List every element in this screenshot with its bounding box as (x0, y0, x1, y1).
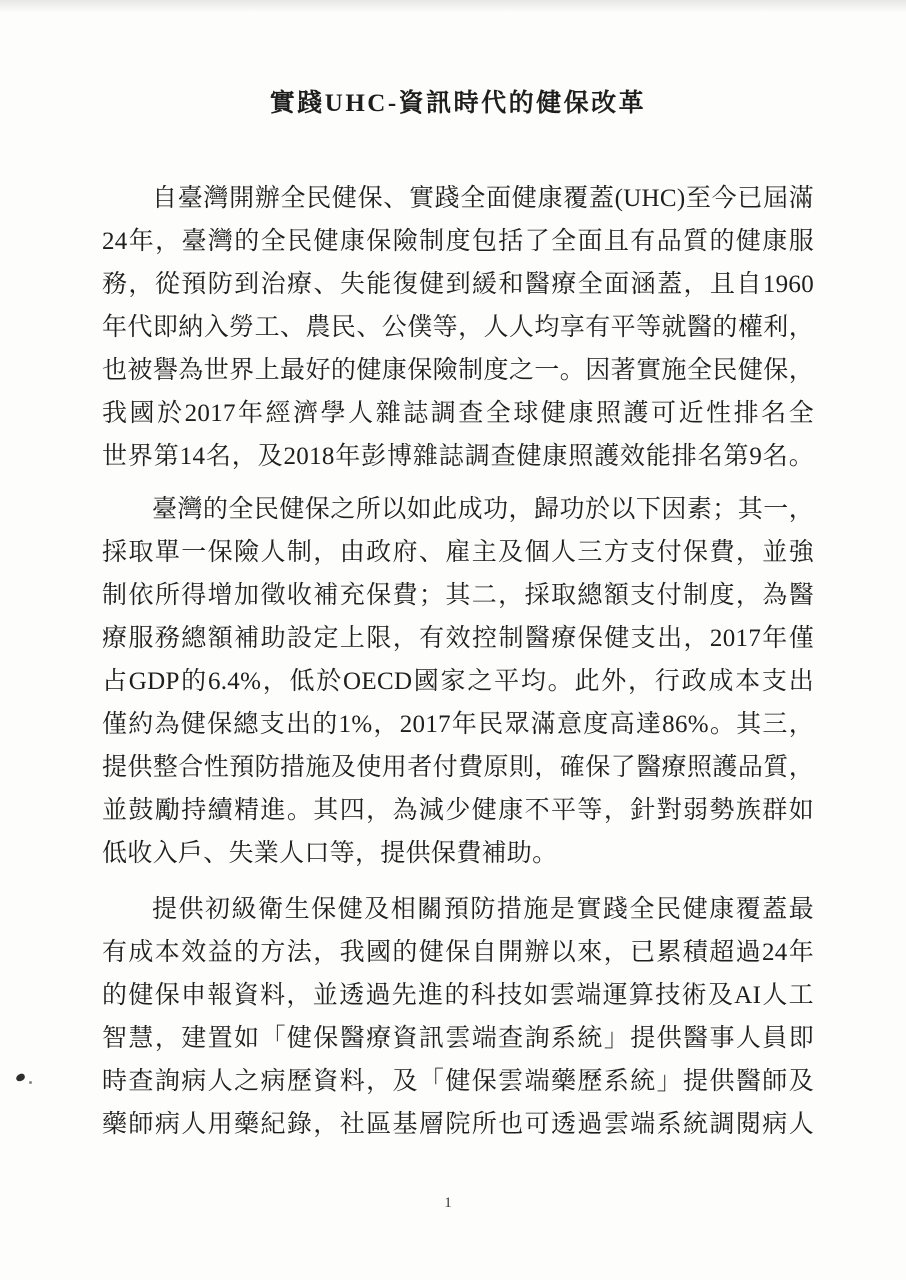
page-content (102, 0, 814, 1146)
text-line: 提供初級衛生保健及相關預防措施是實踐全民健康覆蓋最 (152, 896, 814, 923)
text-line: 占GDP的6.4%，低於OECD國家之平均。此外，行政成本支出 (102, 668, 814, 695)
ink-speck-dot-artifact (29, 1081, 32, 1084)
text-line: 療服務總額補助設定上限，有效控制醫療保健支出，2017年僅 (102, 625, 814, 652)
text-line: 24年，臺灣的全民健康保險制度包括了全面且有品質的健康服 (102, 228, 814, 255)
paragraph (102, 177, 814, 478)
paragraph (102, 888, 814, 1146)
text-line: 的健保申報資料，並透過先進的科技如雲端運算技術及AI人工 (102, 982, 814, 1009)
text-line: 也被譽為世界上最好的健康保險制度之一。因著實施全民健保， (102, 357, 814, 384)
text-line: 務，從預防到治療、失能復健到緩和醫療全面涵蓋，且自1960 (102, 271, 814, 298)
text-line: 年代即納入勞工、農民、公僕等，人人均享有平等就醫的權利， (102, 314, 814, 341)
document-title: 實踐UHC-資訊時代的健保改革 (269, 90, 647, 117)
paragraph (102, 488, 814, 875)
text-line: 智慧，建置如「健保醫療資訊雲端查詢系統」提供醫事人員即 (102, 1025, 814, 1052)
text-line: 時查詢病人之病歷資料，及「健保雲端藥歷系統」提供醫師及 (102, 1068, 814, 1095)
text-line: 世界第14名，及2018年彭博雜誌調查健康照護效能排名第9名。 (102, 443, 814, 470)
text-line: 制依所得增加徵收補充保費；其二，採取總額支付制度，為醫 (102, 582, 814, 609)
text-line: 藥師病人用藥紀錄，社區基層院所也可透過雲端系統調閱病人 (102, 1111, 814, 1138)
text-line: 有成本效益的方法，我國的健保自開辦以來，已累積超過24年 (102, 939, 814, 966)
text-line: 臺灣的全民健保之所以如此成功，歸功於以下因素；其一， (152, 496, 814, 523)
page-number: 1 (444, 1195, 452, 1211)
ink-speck-artifact (15, 1073, 26, 1082)
text-line: 低收入戶、失業人口等，提供保費補助。 (102, 840, 558, 867)
text-line: 並鼓勵持續精進。其四，為減少健康不平等，針對弱勢族群如 (102, 797, 814, 824)
text-line: 我國於2017年經濟學人雜誌調查全球健康照護可近性排名全 (102, 400, 814, 427)
text-line: 僅約為健保總支出的1%，2017年民眾滿意度高達86%。其三， (102, 711, 814, 738)
text-line: 採取單一保險人制，由政府、雇主及個人三方支付保費，並強 (102, 539, 814, 566)
text-line: 提供整合性預防措施及使用者付費原則，確保了醫療照護品質， (102, 754, 814, 781)
text-line: 自臺灣開辦全民健保、實踐全面健康覆蓋(UHC)至今已屆滿 (152, 185, 814, 212)
